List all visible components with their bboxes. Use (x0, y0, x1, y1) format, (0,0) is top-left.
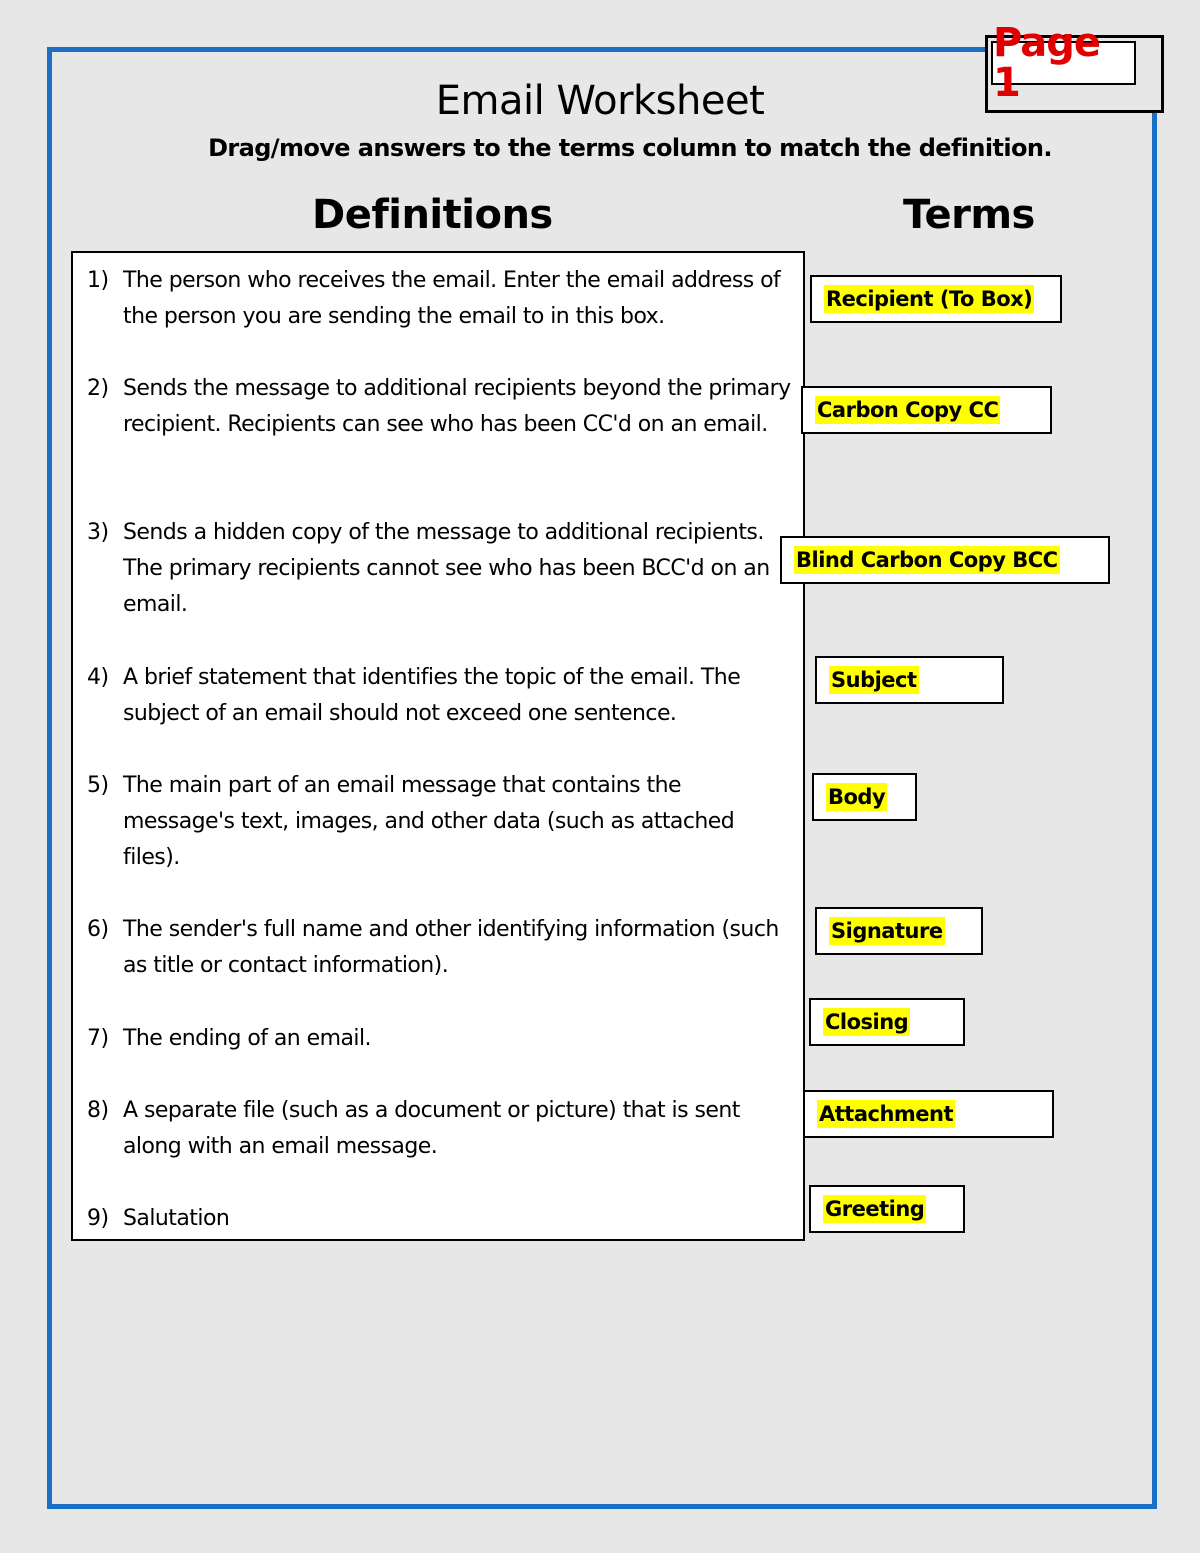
definition-text: The sender's full name and other identifying information (such as title or contact information). (123, 917, 779, 978)
definition-text: Sends the message to additional recipients beyond the primary recipient. Recipients can see who has been CC'd on an email. (123, 376, 791, 437)
term-card-signature[interactable] (815, 907, 983, 955)
term-label: Body (828, 785, 886, 809)
definition-number: 7) (87, 1026, 109, 1051)
instructions-text: Drag/move answers to the terms column to match the definition. (208, 134, 1052, 162)
definition-item (87, 1021, 793, 1057)
term-label: Blind Carbon Copy BCC (796, 548, 1058, 572)
term-card-greeting[interactable] (809, 1185, 965, 1233)
definition-number: 2) (87, 376, 109, 401)
definition-number: 3) (87, 520, 109, 545)
definition-number: 6) (87, 917, 109, 942)
term-card-subject[interactable] (815, 656, 1004, 704)
definition-text: A brief statement that identifies the topic of the email. The subject of an email should not exceed one sentence. (123, 665, 741, 726)
definitions-list (71, 251, 805, 1241)
definition-item (87, 263, 793, 335)
definition-text: Salutation (123, 1206, 230, 1231)
definition-item (87, 660, 793, 732)
term-label: Signature (831, 919, 943, 943)
term-label: Greeting (825, 1197, 925, 1221)
term-label: Attachment (819, 1102, 954, 1126)
definition-item (87, 912, 793, 984)
term-card-attachment[interactable] (803, 1090, 1054, 1138)
definition-item (87, 768, 793, 876)
term-card-blind-carbon-copy[interactable] (780, 536, 1110, 584)
definition-number: 4) (87, 665, 109, 690)
worksheet-title: Email Worksheet (435, 78, 765, 124)
definition-text: The ending of an email. (123, 1026, 371, 1051)
page-number-label: Page 1 (991, 41, 1136, 85)
term-card-body[interactable] (812, 773, 917, 821)
definition-text: The person who receives the email. Enter the email address of the person you are sending the email to in this box. (123, 268, 781, 329)
term-card-carbon-copy[interactable] (801, 386, 1052, 434)
definition-number: 8) (87, 1098, 109, 1123)
term-label: Closing (825, 1010, 909, 1034)
term-card-closing[interactable] (809, 998, 965, 1046)
definition-number: 9) (87, 1206, 109, 1231)
definitions-heading: Definitions (312, 192, 553, 238)
definition-text: The main part of an email message that contains the message's text, images, and other data (such as attached files). (123, 773, 735, 870)
term-label: Recipient (To Box) (826, 287, 1033, 311)
definition-item (87, 515, 793, 623)
definition-text: Sends a hidden copy of the message to additional recipients. The primary recipients cannot see who has been BCC'd on an email. (123, 520, 770, 617)
term-label: Subject (831, 668, 917, 692)
definition-text: A separate file (such as a document or picture) that is sent along with an email message. (123, 1098, 740, 1159)
definition-item (87, 1093, 793, 1165)
definition-item (87, 371, 793, 443)
definition-item (87, 1201, 793, 1237)
terms-heading: Terms (903, 192, 1035, 238)
definition-number: 5) (87, 773, 109, 798)
term-card-recipient[interactable] (810, 275, 1062, 323)
definition-number: 1) (87, 268, 109, 293)
term-label: Carbon Copy CC (817, 398, 999, 422)
